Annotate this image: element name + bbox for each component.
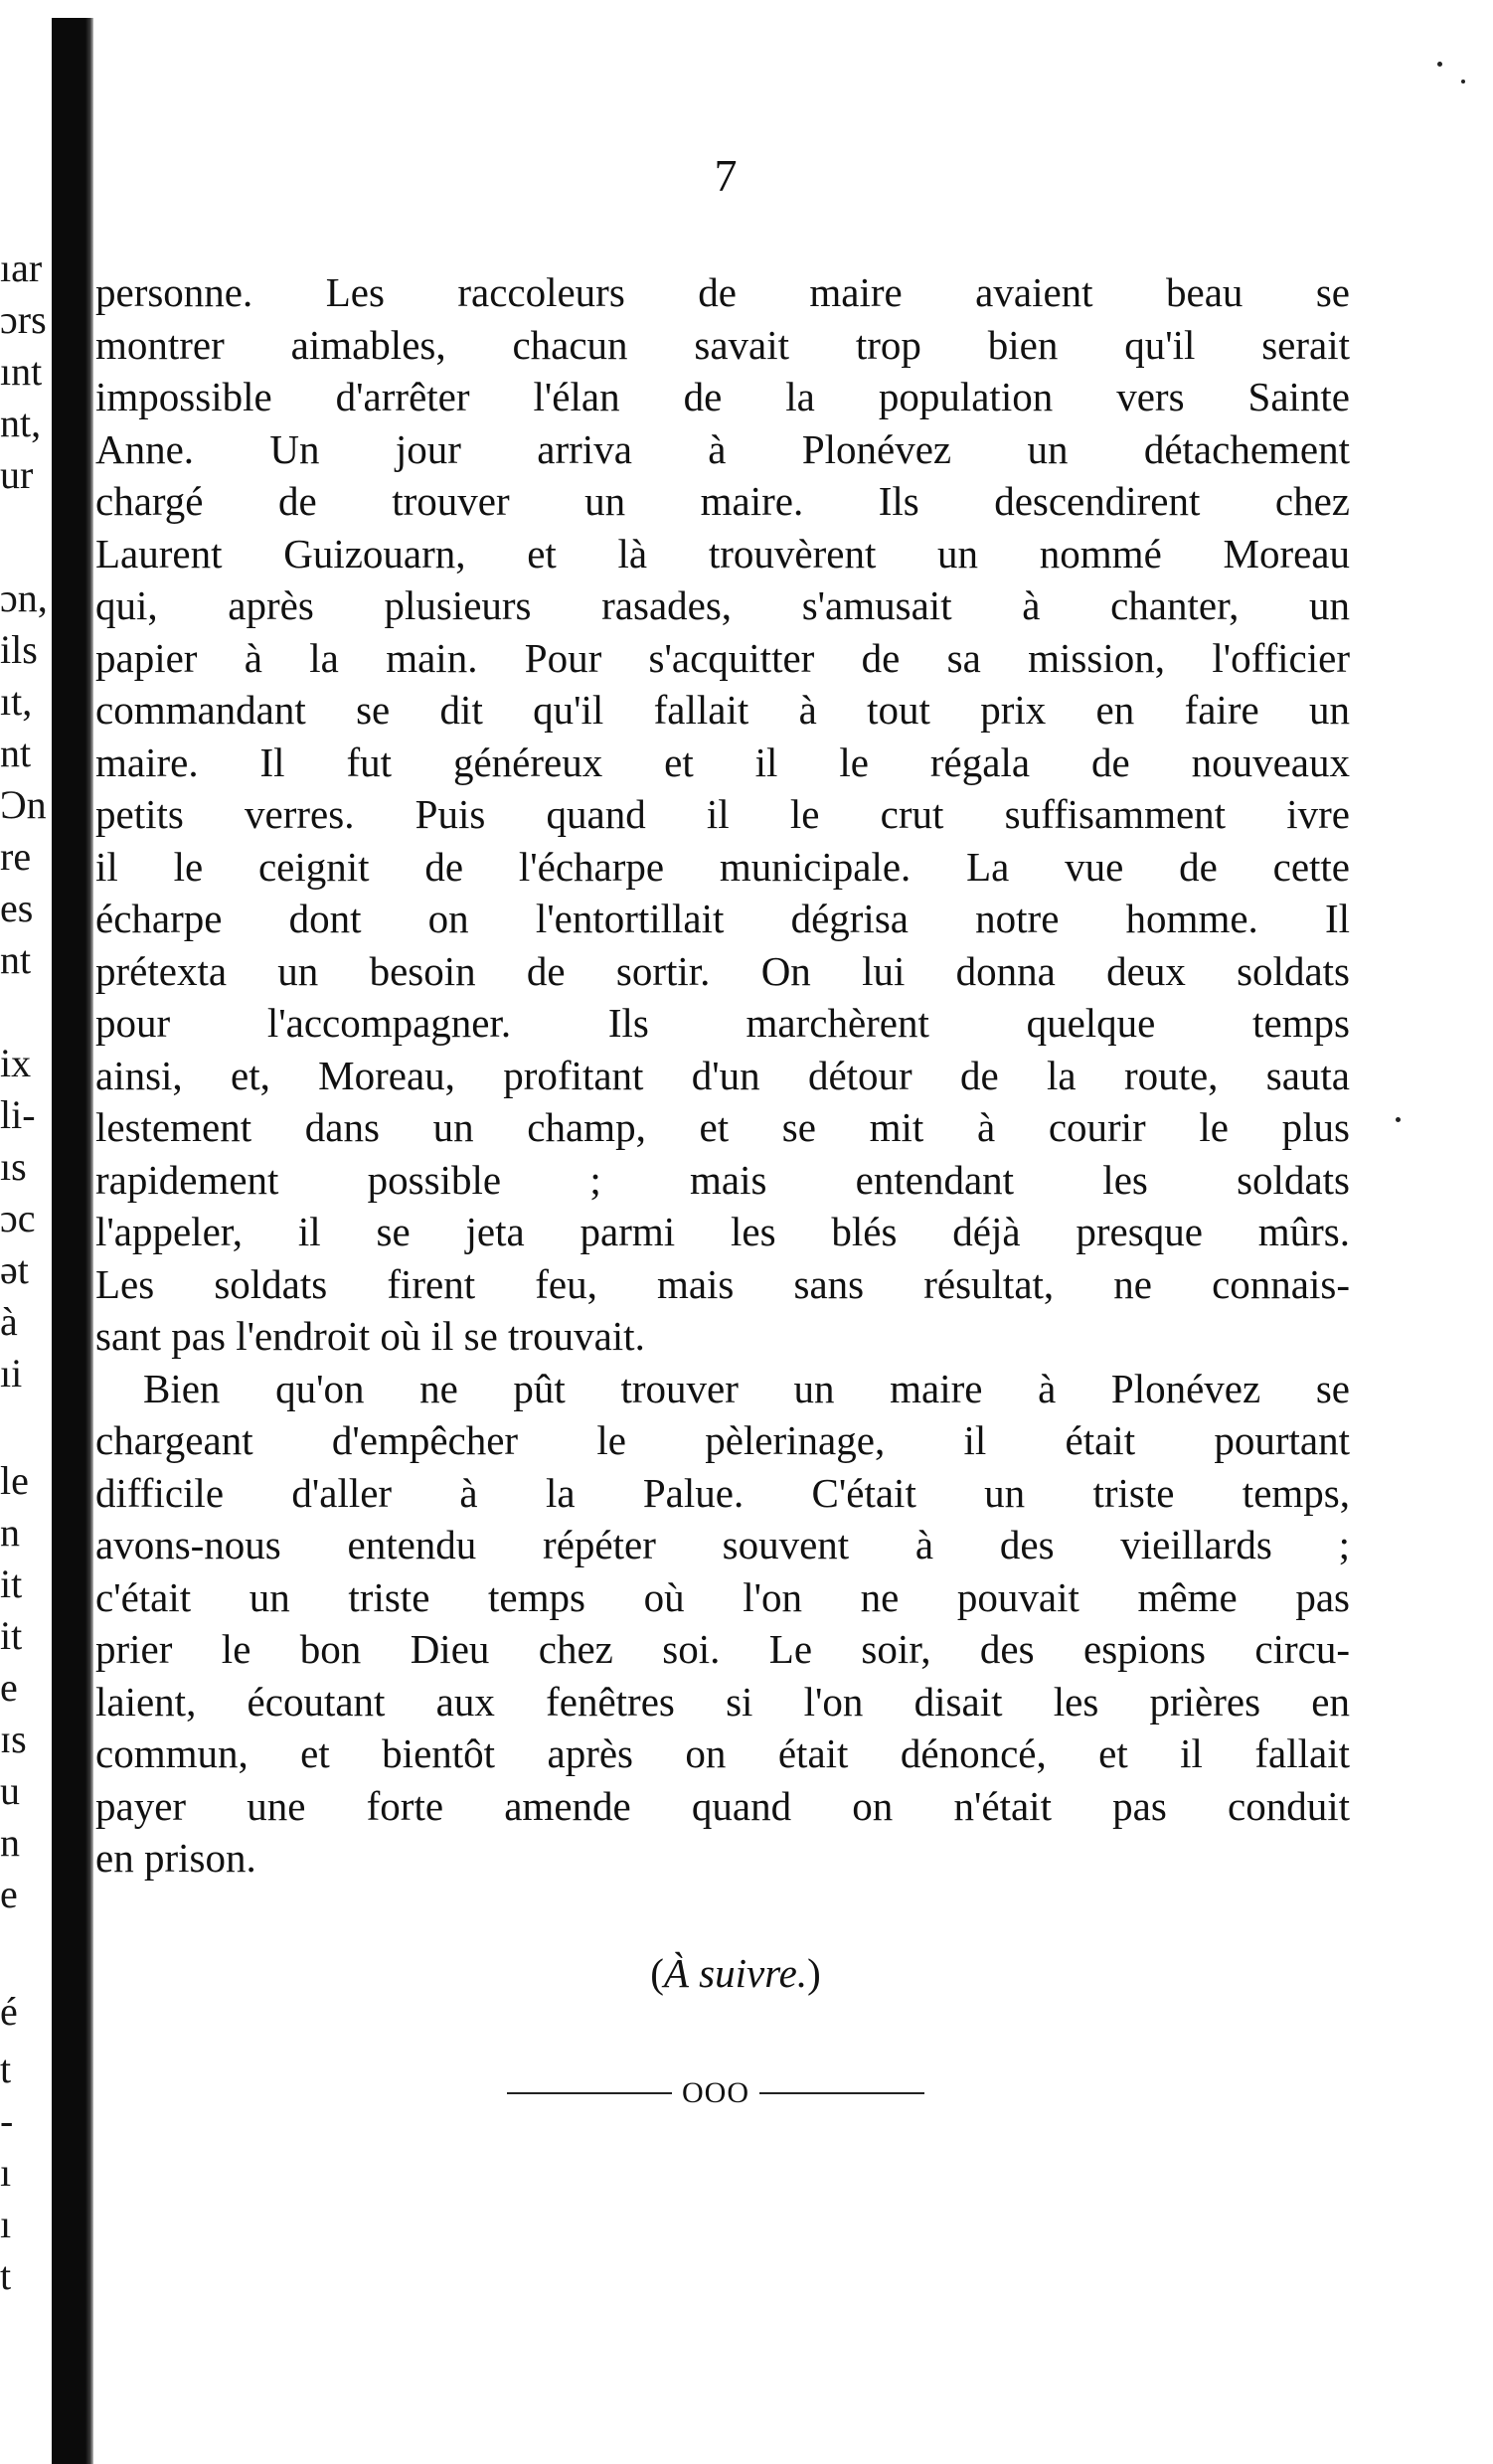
text-line: l'appeler, il se jeta parmi les blés déjà presque mûrs. — [95, 1209, 1350, 1254]
margin-fragment: ɔc — [0, 1196, 36, 1240]
separator-mark: OOO — [682, 2076, 749, 2109]
margin-fragment: t — [0, 2253, 12, 2298]
section-separator — [507, 2073, 924, 2113]
facing-page-fragments — [0, 0, 52, 2464]
margin-fragment: ɔrs — [0, 297, 47, 342]
text-line: c'était un triste temps où l'on ne pouvait même pas — [95, 1573, 1350, 1620]
text-line: commandant se dit qu'il fallait à tout prix en faire un — [95, 687, 1350, 733]
text-line: papier à la main. Pour s'acquitter de sa mission, l'officier — [95, 634, 1350, 681]
scan-speck — [1461, 80, 1465, 83]
paren-close: ) — [807, 1950, 821, 1996]
body-text — [95, 266, 1350, 1885]
margin-fragment: u — [0, 1768, 20, 1813]
margin-fragment: Ɔn — [0, 782, 47, 827]
text-line: chargé de trouver un maire. Ils descendirent chez — [95, 478, 1350, 524]
margin-fragment: t — [0, 2047, 12, 2091]
text-line: montrer aimables, chacun savait trop bien qu'il serait — [95, 321, 1350, 368]
text-line: Bien qu'on ne pût trouver un maire à Plonévez se — [143, 1365, 1350, 1411]
margin-fragment: it — [0, 1561, 23, 1606]
margin-fragment: re — [0, 834, 32, 879]
text-line: maire. Il fut généreux et il le régala de nouveaux — [95, 739, 1350, 785]
text-line: prétexta un besoin de sortir. On lui donna deux soldats — [95, 947, 1350, 994]
binding-shadow-band — [52, 18, 93, 2464]
separator-rule-right — [759, 2092, 924, 2094]
margin-fragment: ıt, — [0, 679, 33, 724]
text-line: Laurent Guizouarn, et là trouvèrent un nommé Moreau — [95, 530, 1350, 576]
paragraph — [95, 1363, 1350, 1885]
text-line: personne. Les raccoleurs de maire avaient beau se — [95, 269, 1350, 315]
text-line: payer une forte amende quand on n'était pas conduit — [95, 1782, 1350, 1829]
text-line: en prison. — [95, 1835, 256, 1881]
text-line: ainsi, et, Moreau, profitant d'un détour de la route, sauta — [95, 1052, 1350, 1098]
margin-fragment: nt, — [0, 401, 42, 445]
margin-fragment: ıi — [0, 1351, 23, 1396]
margin-fragment: it — [0, 1613, 23, 1658]
text-line: impossible d'arrêter l'élan de la population vers Sainte — [95, 374, 1350, 419]
margin-fragment: es — [0, 886, 34, 930]
margin-fragment: ınt — [0, 349, 43, 394]
scan-speck — [1437, 62, 1442, 67]
margin-fragment: le — [0, 1458, 29, 1503]
text-line: Anne. Un jour arriva à Plonévez un détachement — [95, 425, 1350, 472]
margin-fragment: ɪs — [0, 1717, 27, 1761]
paragraph — [95, 266, 1350, 1363]
text-line: rapidement possible ; mais entendant les soldats — [95, 1156, 1350, 1203]
paren-open: ( — [650, 1950, 664, 1996]
margin-fragment: nt — [0, 731, 32, 775]
margin-fragment: à — [0, 1299, 18, 1344]
text-line: lestement dans un champ, et se mit à courir le plus — [95, 1104, 1350, 1150]
text-line: Les soldats firent feu, mais sans résultat, ne connais- — [95, 1260, 1350, 1307]
text-line: difficile d'aller à la Palue. C'était un triste temps, — [95, 1469, 1350, 1516]
text-line: écharpe dont on l'entortillait dégrisa notre homme. Il — [95, 896, 1350, 941]
text-line: commun, et bientôt après on était dénoncé, et il fallait — [95, 1730, 1350, 1776]
margin-fragment: nt — [0, 937, 32, 982]
margin-fragment: ı — [0, 2202, 12, 2246]
text-line: prier le bon Dieu chez soi. Le soir, des espions circu- — [95, 1626, 1350, 1672]
margin-fragment: n — [0, 1820, 20, 1865]
scan-speck — [1396, 1117, 1401, 1122]
text-line: sant pas l'endroit où il se trouvait. — [95, 1313, 645, 1359]
text-line: avons-nous entendu répéter souvent à des vieillards ; — [95, 1522, 1350, 1567]
text-line: petits verres. Puis quand il le crut suffisamment ivre — [95, 791, 1350, 837]
margin-fragment: ı — [0, 2150, 12, 2195]
margin-fragment: e — [0, 1665, 18, 1710]
margin-fragment: e — [0, 1872, 18, 1916]
text-line: chargeant d'empêcher le pèlerinage, il était pourtant — [95, 1417, 1350, 1463]
margin-fragment: é — [0, 1989, 18, 2034]
margin-fragment: n — [0, 1510, 20, 1555]
to-be-continued-note — [557, 1948, 914, 1998]
margin-fragment: ıar — [0, 246, 43, 290]
margin-fragment: ur — [0, 452, 34, 497]
text-line: pour l'accompagner. Ils marchèrent quelque temps — [95, 1000, 1350, 1046]
continued-label: À suivre. — [663, 1950, 808, 1996]
margin-fragment: - — [0, 2098, 14, 2143]
margin-fragment: ɔn, — [0, 575, 48, 620]
margin-fragment: ət — [0, 1247, 29, 1292]
margin-fragment: li- — [0, 1092, 36, 1137]
text-line: laient, écoutant aux fenêtres si l'on disait les prières en — [95, 1678, 1350, 1725]
margin-fragment: ıs — [0, 1144, 27, 1189]
margin-fragment: ils — [0, 627, 38, 672]
separator-rule-left — [507, 2092, 672, 2094]
margin-fragment: ix — [0, 1041, 32, 1085]
page-number: 7 — [714, 150, 738, 201]
text-line: il le ceignit de l'écharpe municipale. La vue de cette — [95, 843, 1350, 890]
text-line: qui, après plusieurs rasades, s'amusait à chanter, un — [95, 582, 1350, 628]
